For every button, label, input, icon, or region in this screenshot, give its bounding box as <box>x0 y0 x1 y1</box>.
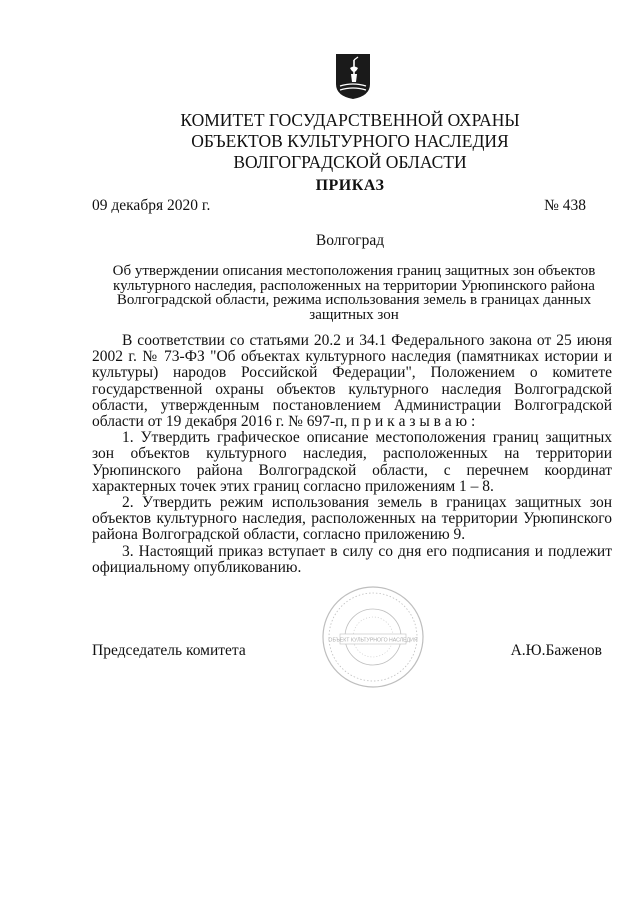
item-3-paragraph: 3. Настоящий приказ вступает в силу со дня его подписания и подлежит официальному опубликованию. <box>92 542 612 576</box>
order-city: Волгоград <box>315 232 385 249</box>
order-title: ПРИКАЗ <box>315 177 385 194</box>
org-line-1: КОМИТЕТ ГОСУДАРСТВЕННОЙ ОХРАНЫ <box>180 110 520 130</box>
preamble-paragraph: В соответствии со статьями 20.2 и 34.1 Федерального закона от 25 июня 2002 г. № 73-ФЗ "Об объектах культурного наследия (памятниках истории и культуры) народов Российской Федерации", Положением о комитете государственной охраны объектов культурного наследия Волгоградской области, утвержденным постановлением Администрации Волгоградской области от 19 декабря 2016 г. № 697-п, п р и к а з ы в а ю : <box>92 332 612 431</box>
item-2-paragraph: 2. Утвердить режим использования земель в границах защитных зон объектов культурного наследия, расположенных на территории Урюпинского района Волгоградской области, согласно приложению 9. <box>92 494 612 544</box>
order-subject: Об утверждении описания местоположения границ защитных зон объектов культурного наследия, расположенных на территории Урюпинского района Волгоградской области, режима использования земель в границах данных защитных зон <box>112 263 596 323</box>
order-date: 09 декабря 2020 г. <box>92 197 211 214</box>
org-line-2: ОБЪЕКТОВ КУЛЬТУРНОГО НАСЛЕДИЯ <box>191 131 509 151</box>
order-number: № 438 <box>544 197 586 214</box>
item-1-paragraph: 1. Утвердить графическое описание местоположения границ защитных зон объектов культурного наследия, расположенных на территории Урюпинского района Волгоградской области, с перечнем координат характерных точек этих границ согласно приложениям 1 – 8. <box>92 429 612 495</box>
stamp-inner-text: ОБЪЕКТ КУЛЬТУРНОГО НАСЛЕДИЯ <box>328 637 418 644</box>
signatory-name: А.Ю.Баженов <box>510 642 602 659</box>
org-line-3: ВОЛГОГРАДСКОЙ ОБЛАСТИ <box>233 152 467 172</box>
organization-header <box>80 110 620 173</box>
order-body <box>92 333 612 576</box>
signatory-position: Председатель комитета <box>92 642 246 659</box>
official-stamp-icon <box>318 582 428 692</box>
coat-of-arms-icon <box>334 52 372 100</box>
